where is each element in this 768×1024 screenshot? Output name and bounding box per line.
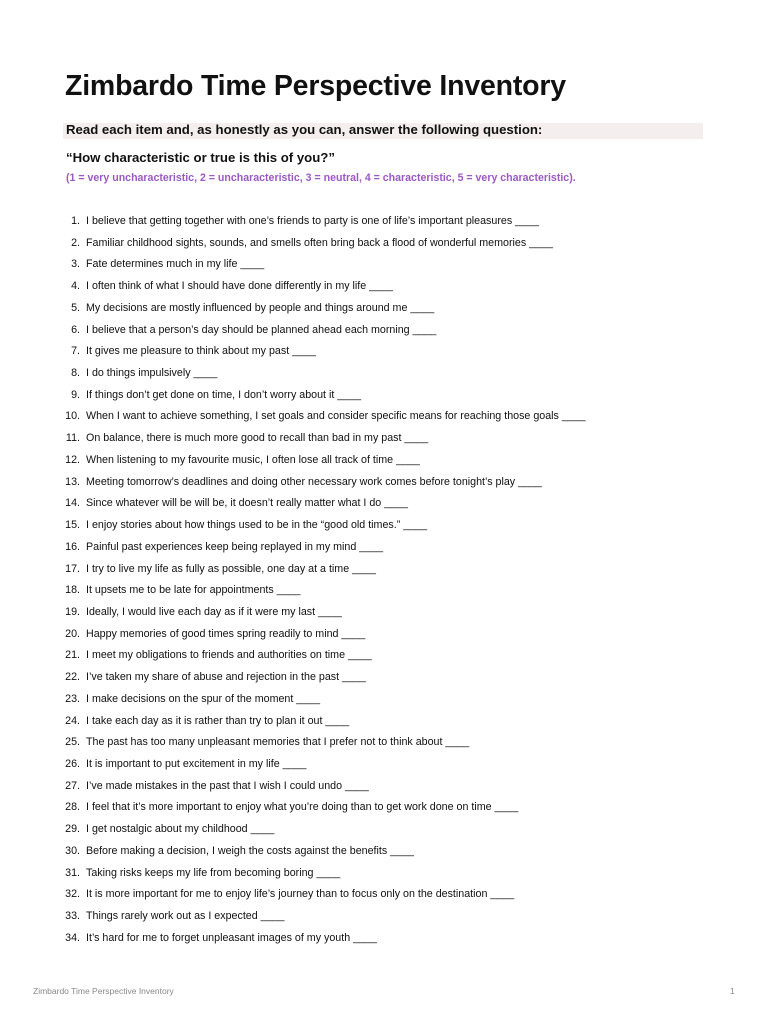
- item-text: Things rarely work out as I expected ____: [86, 910, 285, 922]
- item-text: It’s hard for me to forget unpleasant images of my youth ____: [86, 931, 377, 944]
- item-number: 31.: [65, 866, 80, 879]
- item-text: I believe that getting together with one’s friends to party is one of life’s important pleasures ____: [86, 215, 539, 227]
- item-number: 2.: [71, 236, 80, 249]
- item-number: 24.: [65, 714, 80, 727]
- question-text: “How characteristic or true is this of you?”: [66, 150, 335, 165]
- item-text: It gives me pleasure to think about my past ____: [86, 345, 316, 358]
- item-number: 3.: [71, 258, 80, 271]
- item-text: Fate determines much in my life ____: [86, 258, 265, 271]
- item-text: I’ve made mistakes in the past that I wish I could undo ____: [86, 779, 369, 792]
- item-text: I do things impulsively ____: [86, 367, 218, 380]
- item-text: Ideally, I would live each day as if it were my last ____: [86, 605, 342, 618]
- item-number: 11.: [65, 432, 80, 445]
- item-number: 28.: [65, 801, 80, 814]
- item-text: The past has too many unpleasant memories that I prefer not to think about ____: [86, 736, 470, 749]
- item-number: 15.: [65, 519, 80, 532]
- item-text: I feel that it’s more important to enjoy what you’re doing than to get work done on time ____: [86, 801, 519, 814]
- instruction-text: Read each item and, as honestly as you can, answer the following question:: [66, 122, 543, 137]
- item-number: 34.: [65, 931, 80, 944]
- item-number: 19.: [65, 605, 80, 618]
- item-text: Before making a decision, I weigh the costs against the benefits ____: [86, 844, 414, 857]
- item-number: 29.: [65, 823, 80, 836]
- item-text: I’ve taken my share of abuse and rejection in the past ____: [86, 671, 366, 684]
- item-number: 14.: [65, 497, 80, 510]
- item-number: 16.: [65, 540, 80, 553]
- item-number: 22.: [65, 671, 80, 684]
- item-text: Meeting tomorrow’s deadlines and doing other necessary work comes before tonight’s play ____: [86, 475, 542, 488]
- item-number: 9.: [71, 388, 80, 401]
- footer-title: Zimbardo Time Perspective Inventory: [33, 986, 174, 996]
- item-text: I try to live my life as fully as possible, one day at a time ____: [86, 562, 376, 575]
- item-number: 12.: [65, 453, 80, 466]
- item-number: 18.: [65, 584, 80, 597]
- item-text: I take each day as it is rather than try to plan it out ____: [86, 714, 350, 727]
- item-text: Happy memories of good times spring readily to mind ____: [86, 627, 366, 640]
- page-number: 1: [730, 986, 735, 996]
- item-text: Painful past experiences keep being replayed in my mind ____: [86, 540, 384, 553]
- item-text: If things don’t get done on time, I don’t worry about it ____: [86, 388, 362, 401]
- item-number: 4.: [71, 280, 80, 293]
- item-text: On balance, there is much more good to recall than bad in my past ____: [86, 432, 429, 445]
- item-number: 27.: [65, 779, 80, 792]
- item-text: Since whatever will be will be, it doesn’t really matter what I do ____: [86, 497, 408, 510]
- item-number: 30.: [65, 844, 80, 857]
- rating-scale: (1 = very uncharacteristic, 2 = uncharacteristic, 3 = neutral, 4 = characteristic, 5 = very characteristic).: [66, 172, 576, 184]
- item-number: 10.: [65, 410, 80, 423]
- item-text: When listening to my favourite music, I often lose all track of time ____: [86, 453, 420, 466]
- item-number: 25.: [65, 736, 80, 749]
- item-text: I believe that a person’s day should be planned ahead each morning ____: [86, 323, 437, 336]
- page-title: Zimbardo Time Perspective Inventory: [65, 70, 566, 102]
- item-text: I enjoy stories about how things used to be in the “good old times.” ____: [86, 519, 428, 532]
- item-number: 21.: [65, 649, 80, 662]
- item-text: Taking risks keeps my life from becoming boring ____: [86, 866, 341, 879]
- item-text: It is more important for me to enjoy life’s journey than to focus only on the destination ____: [86, 888, 515, 901]
- item-number: 6.: [71, 323, 80, 336]
- item-number: 13.: [65, 475, 80, 488]
- item-text: I often think of what I should have done differently in my life ____: [86, 280, 393, 293]
- item-number: 32.: [65, 888, 80, 901]
- item-text: I meet my obligations to friends and authorities on time ____: [86, 649, 372, 662]
- item-number: 8.: [71, 367, 80, 380]
- item-text: It is important to put excitement in my life ____: [86, 757, 307, 770]
- item-number: 5.: [71, 301, 80, 314]
- item-text: My decisions are mostly influenced by people and things around me ____: [86, 301, 435, 314]
- item-number: 33.: [65, 910, 80, 922]
- item-number: 20.: [65, 627, 80, 640]
- item-text: Familiar childhood sights, sounds, and smells often bring back a flood of wonderful memories ____: [86, 236, 553, 249]
- item-text: I make decisions on the spur of the moment ____: [86, 692, 321, 705]
- item-text: I get nostalgic about my childhood ____: [86, 823, 275, 836]
- item-number: 1.: [71, 215, 80, 227]
- item-text: It upsets me to be late for appointments ____: [86, 584, 301, 597]
- item-number: 23.: [65, 692, 80, 705]
- item-text: When I want to achieve something, I set goals and consider specific means for reaching those goals ____: [86, 410, 586, 423]
- item-number: 17.: [65, 562, 80, 575]
- item-number: 7.: [71, 345, 80, 358]
- item-number: 26.: [65, 757, 80, 770]
